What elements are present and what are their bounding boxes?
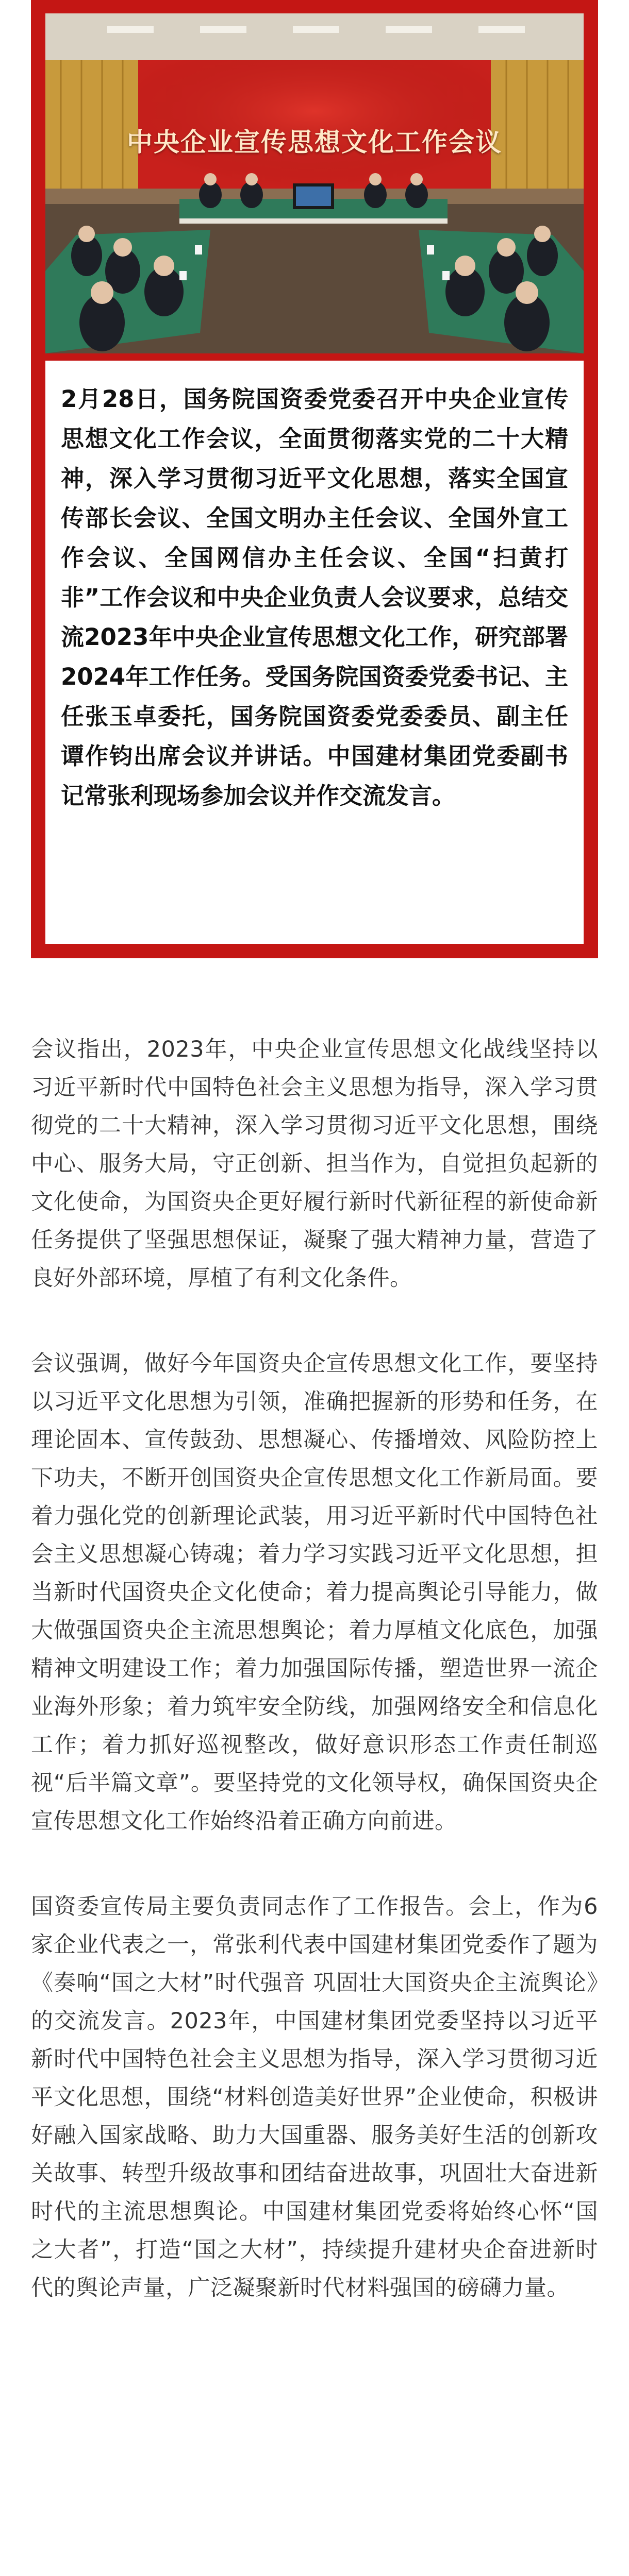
article-body bbox=[31, 1030, 598, 2354]
feature-card bbox=[31, 0, 598, 958]
paragraph-exchange-speech: 国资委宣传局主要负责同志作了工作报告。会上，作为6家企业代表之一，常张利代表中国建材集团党委作了题为《奏响“国之大材”时代强音 巩固壮大国资央企主流舆论》的交流发言。2023年，中国建材集团党委坚持以习近平新时代中国特色社会主义思想为指导，深入学习贯彻习近平文化思想，围绕“材料创造美好世界”企业使命，积极讲好融入国家战略、助力大国重器、服务美好生活的创新攻关故事、转型升级故事和团结奋进故事，巩固壮大奋进新时代的主流思想舆论。中国建材集团党委将始终心怀“国之大者”，打造“国之大材”，持续提升建材央企奋进新时代的舆论声量，广泛凝聚新时代材料强国的磅礴力量。 bbox=[31, 1894, 598, 2301]
meeting-banner-text: 中央企业宣传思想文化工作会议 bbox=[127, 127, 502, 157]
paragraph-meeting-review: 会议指出，2023年，中央企业宣传思想文化战线坚持以习近平新时代中国特色社会主义思想为指导，深入学习贯彻党的二十大精神，深入学习贯彻习近平文化思想，围绕中心、服务大局，守正创新、担当作为，自觉担负起新的文化使命，为国资央企更好履行新时代新征程的新使命新任务提供了坚强思想保证，凝聚了强大精神力量，营造了良好外部环境，厚植了有利文化条件。 bbox=[31, 1037, 598, 1291]
summary-box bbox=[45, 361, 584, 944]
meeting-photo-illustration bbox=[45, 13, 584, 353]
summary-text: 2月28日，国务院国资委党委召开中央企业宣传思想文化工作会议，全面贯彻落实党的二十大精神，深入学习贯彻习近平文化思想，落实全国宣传部长会议、全国文明办主任会议、全国外宣工作会议、全国网信办主任会议、全国“扫黄打非”工作会议和中央企业负责人会议要求，总结交流2023年中央企业宣传思想文化工作，研究部署2024年工作任务。受国务院国资委党委书记、主任张玉卓委托，国务院国资委党委委员、副主任谭作钧出席会议并讲话。中国建材集团党委副书记常张利现场参加会议并作交流发言。 bbox=[61, 385, 568, 809]
paragraph-meeting-emphasis: 会议强调，做好今年国资央企宣传思想文化工作，要坚持以习近平文化思想为引领，准确把握新的形势和任务，在理论固本、宣传鼓劲、思想凝心、传播增效、风险防控上下功夫，不断开创国资央企宣传思想文化工作新局面。要着力强化党的创新理论武装，用习近平新时代中国特色社会主义思想凝心铸魂；着力学习实践习近平文化思想，担当新时代国资央企文化使命；着力提高舆论引导能力，做大做强国资央企主流思想舆论；着力厚植文化底色，加强精神文明建设工作；着力加强国际传播，塑造世界一流企业海外形象；着力筑牢安全防线，加强网络安全和信息化工作；着力抓好巡视整改，做好意识形态工作责任制巡视“后半篇文章”。要坚持党的文化领导权，确保国资央企宣传思想文化工作始终沿着正确方向前进。 bbox=[31, 1351, 598, 1834]
meeting-photo bbox=[45, 13, 584, 353]
